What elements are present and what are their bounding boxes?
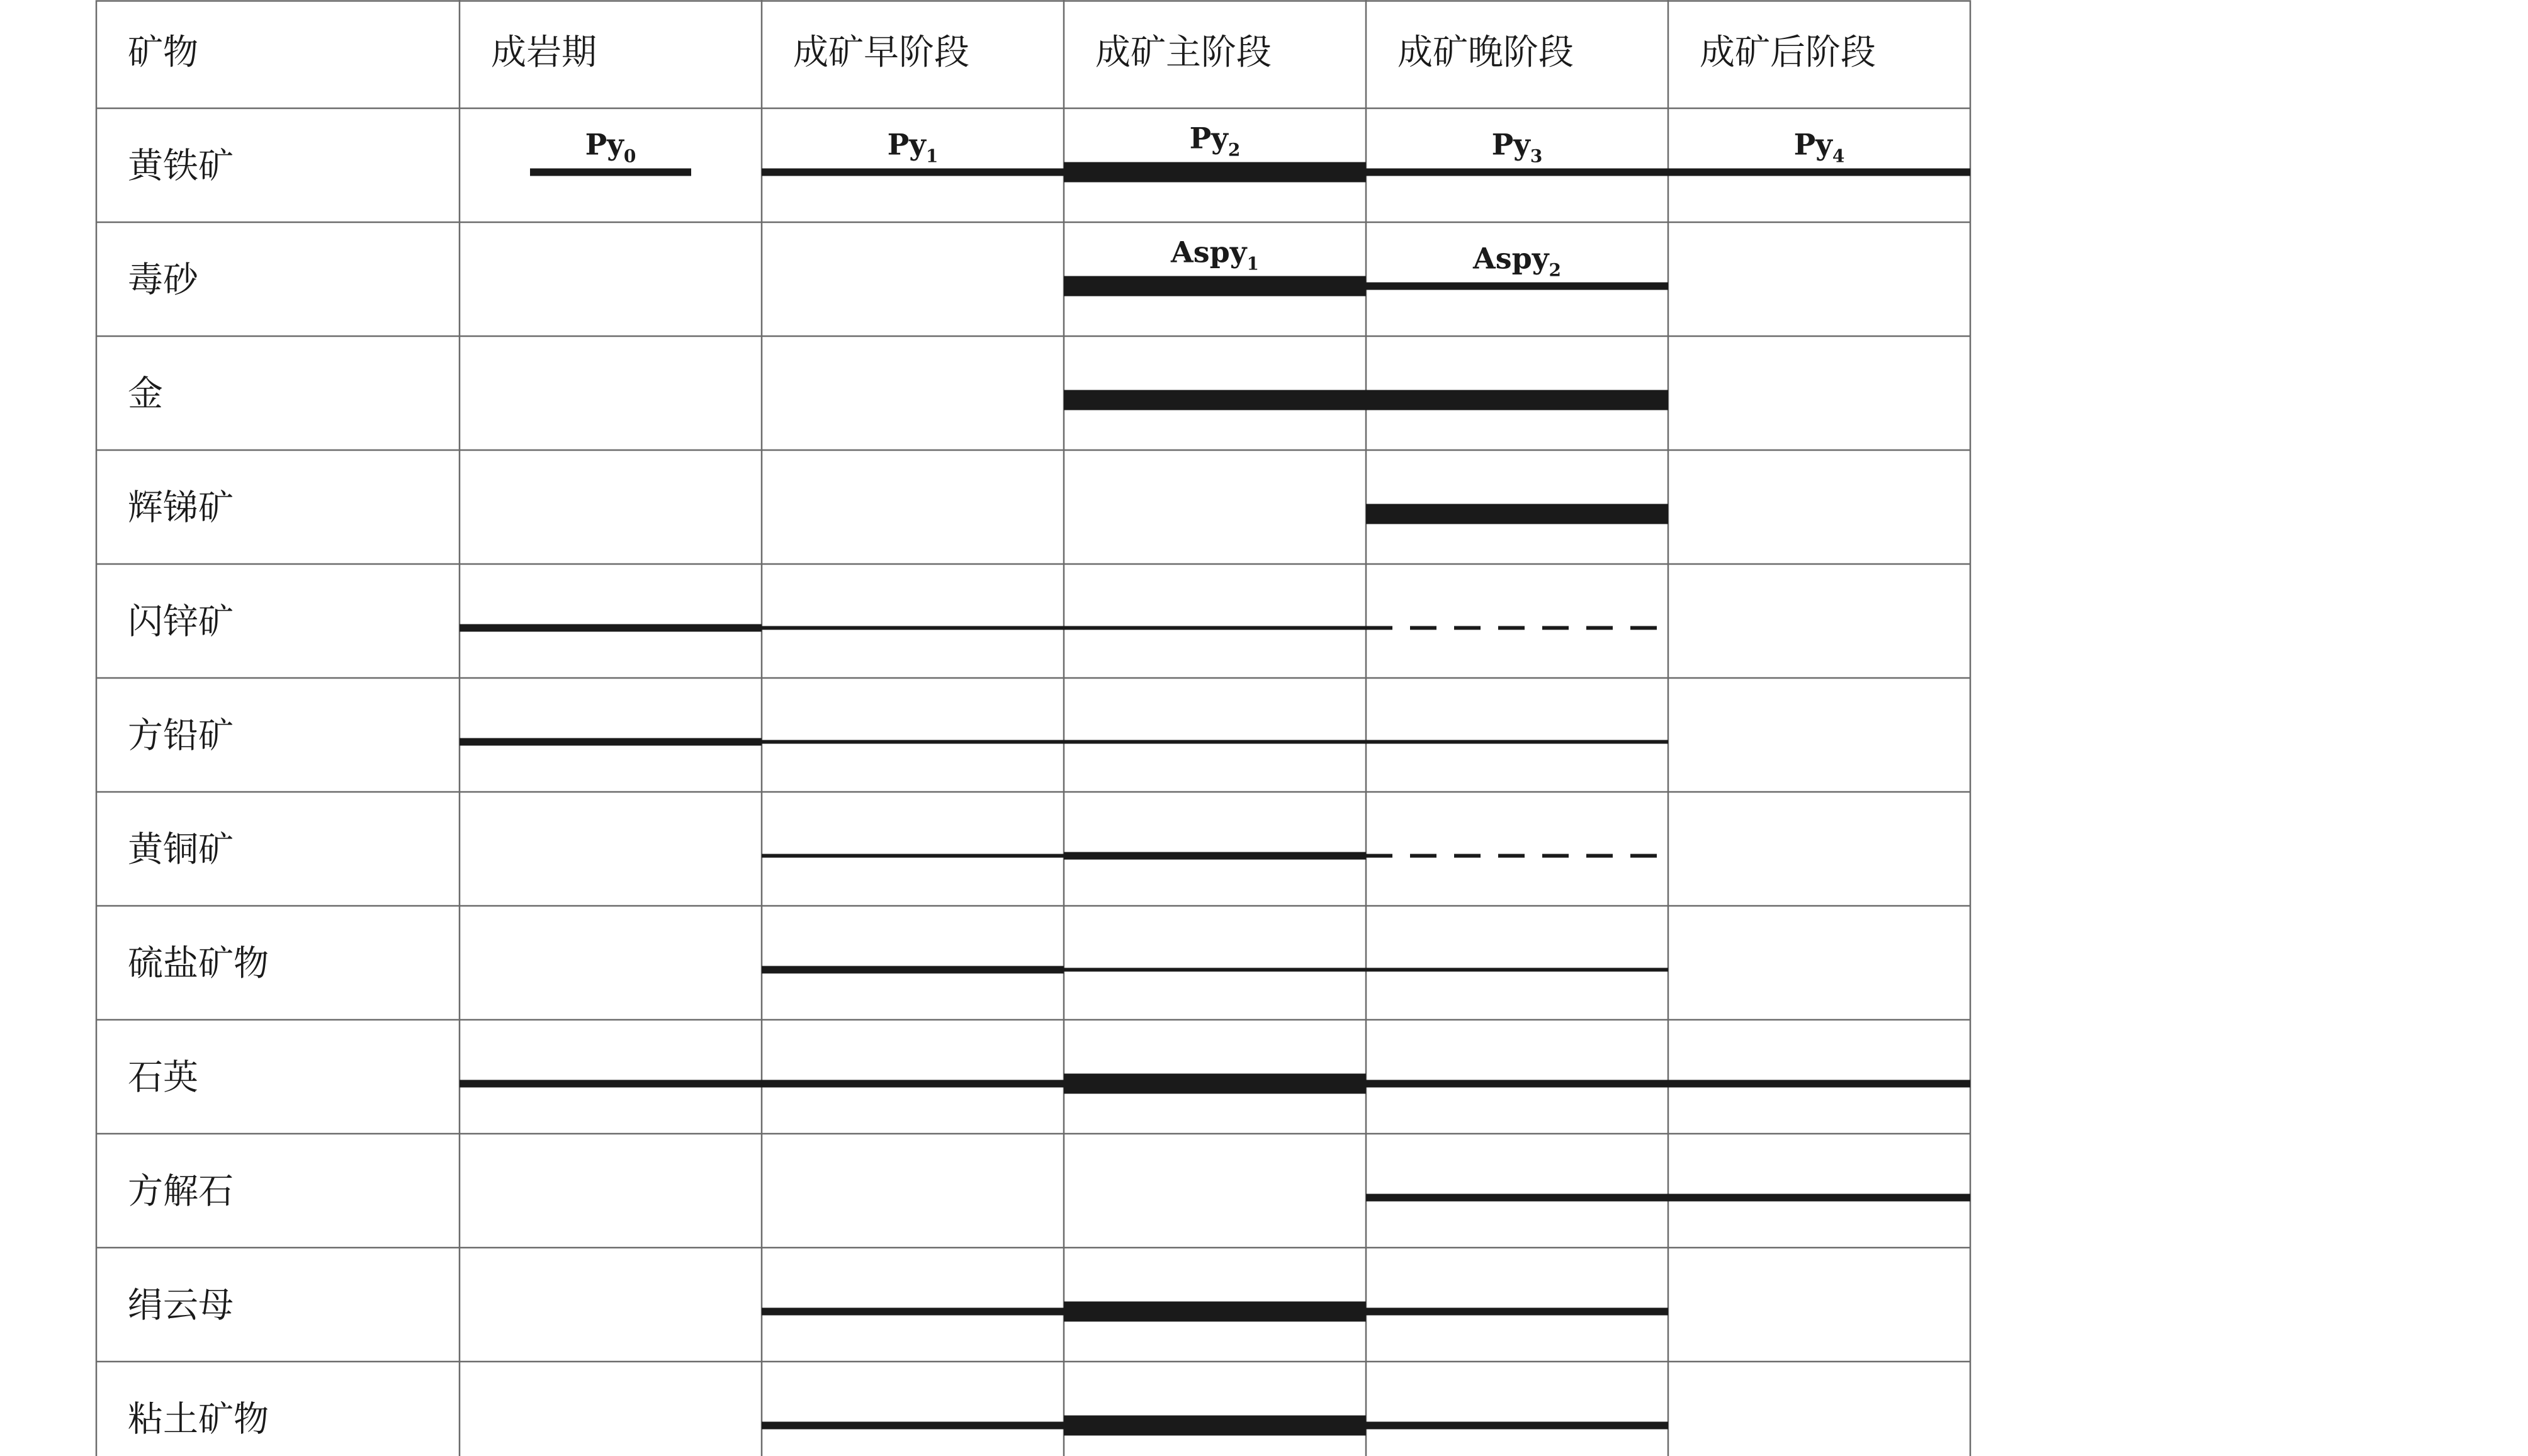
tag-subscript: 1 [925, 145, 939, 167]
row-arsenopyrite [128, 235, 1668, 301]
tag-subscript: 2 [1227, 139, 1241, 161]
column-header-early: 成矿早阶段 [793, 32, 969, 73]
mineral-label: 方铅矿 [128, 715, 234, 757]
column-header-main: 成矿主阶段 [1095, 32, 1272, 73]
row-sphalerite [128, 602, 1668, 643]
stage-tag-pyrite-main [1190, 121, 1241, 161]
mineral-label: 硫盐矿物 [128, 943, 269, 985]
row-quartz [128, 1058, 1970, 1098]
tag-base: Py [1189, 121, 1228, 155]
tag-base: Py [1491, 127, 1530, 162]
stage-tag-pyrite-post [1794, 128, 1845, 167]
column-header-mineral: 矿物 [128, 32, 198, 73]
tag-base: Aspy [1171, 235, 1247, 269]
row-stibnite [128, 488, 1668, 529]
row-galena [128, 716, 1668, 757]
row-calcite [128, 1171, 1970, 1212]
tag-subscript: 3 [1530, 145, 1543, 167]
tag-subscript: 2 [1549, 259, 1561, 281]
tag-subscript: 1 [1246, 253, 1259, 274]
column-header-post: 成矿后阶段 [1700, 32, 1876, 73]
mineral-label: 粘土矿物 [128, 1399, 269, 1440]
mineral-label: 黄铜矿 [128, 829, 234, 871]
mineral-label: 方解石 [128, 1171, 234, 1212]
stage-tag-pyrite-early [888, 128, 939, 167]
mineral-label: 辉锑矿 [128, 487, 234, 529]
row-gold [128, 374, 1668, 415]
stage-tag-arsenopyrite-late [1472, 242, 1561, 281]
tag-subscript: 4 [1832, 145, 1845, 167]
header-row [128, 32, 1876, 73]
stage-tag-pyrite-late [1492, 128, 1543, 167]
tag-base: Py [585, 127, 624, 162]
row-clay [128, 1399, 1668, 1440]
mineral-label: 绢云母 [128, 1285, 234, 1326]
mineral-label: 闪锌矿 [128, 601, 234, 643]
mineral-label: 毒砂 [128, 259, 198, 301]
tag-base: Py [1793, 127, 1832, 162]
mineral-rows [128, 121, 1970, 1440]
tag-subscript: 0 [623, 145, 636, 167]
stage-tag-arsenopyrite-main [1170, 235, 1259, 274]
row-pyrite [128, 121, 1970, 187]
table-grid [96, 0, 1970, 1456]
row-sericite [128, 1285, 1668, 1326]
tag-base: Py [887, 127, 926, 162]
stage-tag-pyrite-diagenetic [585, 128, 636, 167]
row-sulfosalt [128, 944, 1668, 985]
column-header-diagenetic: 成岩期 [491, 32, 597, 73]
column-header-late: 成矿晚阶段 [1397, 32, 1574, 73]
tag-base: Aspy [1473, 241, 1549, 276]
mineral-label: 金 [128, 373, 163, 415]
mineral-label: 黄铁矿 [128, 145, 234, 187]
row-chalcopyrite [128, 830, 1668, 871]
mineral-label: 石英 [128, 1057, 198, 1098]
table-border [96, 1, 1970, 1456]
